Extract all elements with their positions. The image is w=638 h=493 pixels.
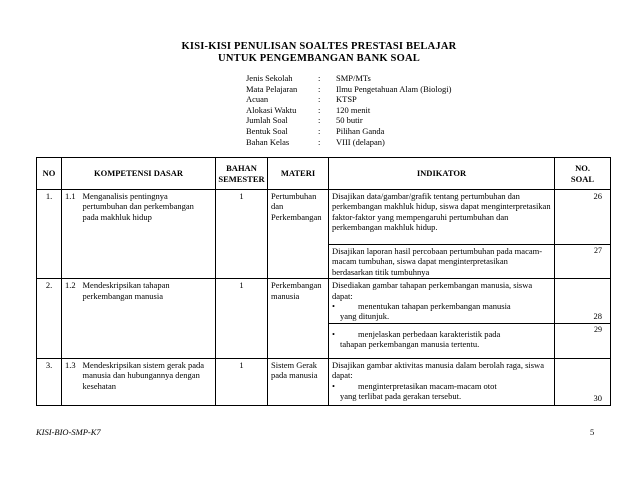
meta-sep: : (318, 83, 321, 94)
meta-sep: : (318, 115, 321, 126)
kd-number: 1.3 (62, 358, 80, 405)
table-row (37, 279, 611, 324)
meta-key: Bentuk Soal (246, 125, 288, 136)
document-title-line1: KISI-KISI PENULISAN SOALTES PRESTASI BELAJAR (181, 41, 457, 52)
header-bahan-line2: SEMESTER (218, 173, 265, 184)
meta-row (246, 115, 451, 126)
meta-value: Ilmu Pengetahuan Alam (Biologi) (336, 83, 452, 94)
materi: Perkembangan manusia (268, 279, 329, 359)
meta-row (246, 73, 451, 84)
bahan-semester: 1 (216, 190, 268, 279)
kd-text: Mendeskripsikan sistem gerak pada manusia dan hubungannya dengan kesehatan (80, 358, 216, 405)
soal-number: 30 (555, 358, 611, 405)
page-number: 5 (590, 427, 595, 437)
bullet-icon: • (332, 380, 335, 391)
bullet-text: menjelaskan perbedaan karakteristik pada (358, 328, 501, 339)
meta-sep: : (318, 94, 321, 105)
indikator-bullet (332, 301, 551, 311)
meta-value: Pilihan Ganda (336, 125, 385, 136)
indikator-bullet (332, 329, 551, 339)
indikator-text: Disediakan gambar tahapan perkembangan manusia, siswa dapat: (332, 280, 533, 301)
meta-row (246, 105, 451, 116)
meta-key: Jenis Sekolah (246, 73, 293, 83)
meta-key: Jumlah Soal (246, 115, 288, 126)
header-bahan (216, 158, 268, 190)
meta-value: SMP/MTs (336, 73, 371, 83)
kd-text: Menganalisis pentingnya pertumbuhan dan perkembangan pada makhluk hidup (80, 190, 216, 279)
materi: Sistem Gerak pada manusia (268, 358, 329, 405)
indikator (329, 358, 555, 405)
meta-sep: : (318, 125, 321, 136)
row-no: 2. (37, 279, 62, 359)
table-row (37, 358, 611, 405)
meta-row (246, 94, 451, 105)
header-soal (555, 158, 611, 190)
indikator-text: Disajikan gambar aktivitas manusia dalam berolah raga, siswa dapat: (332, 359, 544, 381)
kd-text: Mendeskripsikan tahapan perkembangan manusia (80, 279, 216, 359)
meta-value: KTSP (336, 94, 357, 105)
meta-key: Bahan Kelas (246, 136, 290, 147)
bullet-text: menginterpretasikan macam-macam otot (358, 380, 497, 391)
kd-number: 1.2 (62, 279, 80, 359)
meta-key: Mata Pelajaran (246, 83, 298, 94)
table-row (37, 190, 611, 245)
soal-number: 29 (555, 323, 611, 358)
indikator: Disajikan laporan hasil percobaan pertumbuhan pada macam-macam tumbuhan, siswa dapat menginterpretasikan berdasarkan titik tumbuhnya (329, 245, 555, 279)
header-indikator: INDIKATOR (329, 158, 555, 190)
bullet-continuation: yang terlibat pada gerakan tersebut. (340, 391, 462, 402)
header-bahan-line1: BAHAN (226, 163, 257, 174)
table-header-row (37, 158, 611, 190)
indikator: Disajikan data/gambar/grafik tentang pertumbuhan dan perkembangan makhluk hidup, siswa dapat menginterpretasikan faktor-faktor yang mempengaruhi pertumbuhan dan perkembangan makhluk hidup. (329, 190, 555, 245)
bullet-text: menentukan tahapan perkembangan manusia (358, 301, 511, 312)
header-soal-line1: NO. (575, 163, 590, 174)
soal-number: 26 (555, 190, 611, 245)
row-no: 1. (37, 190, 62, 279)
header-materi: MATERI (268, 158, 329, 190)
meta-value: 50 butir (336, 115, 363, 126)
bullet-continuation: yang ditunjuk. (340, 311, 390, 322)
bullet-continuation: tahapan perkembangan manusia tertentu. (340, 339, 480, 350)
meta-row (246, 126, 451, 137)
bahan-semester: 1 (216, 279, 268, 359)
meta-key: Acuan (246, 94, 269, 105)
header-soal-line2: SOAL (570, 173, 595, 184)
row-no: 3. (37, 358, 62, 405)
header-no: NO (37, 158, 62, 190)
footer-code: KISI-BIO-SMP-K7 (36, 427, 101, 437)
meta-value: VIII (delapan) (336, 136, 385, 147)
indikator (329, 279, 555, 324)
soal-number: 28 (555, 279, 611, 324)
materi: Pertumbuhan dan Perkembangan (268, 190, 329, 279)
document-title-line2: UNTUK PENGEMBANGAN BANK SOAL (218, 53, 420, 64)
meta-key: Alokasi Waktu (246, 104, 297, 115)
meta-row (246, 84, 451, 95)
indikator-bullet (332, 381, 551, 391)
soal-number: 27 (555, 245, 611, 279)
meta-sep: : (318, 73, 321, 83)
meta-info (246, 73, 451, 147)
meta-value: 120 menit (336, 104, 371, 115)
kisi-kisi-table (36, 157, 611, 406)
kd-number: 1.1 (62, 190, 80, 279)
header-kompetensi: KOMPETENSI DASAR (62, 158, 216, 190)
bahan-semester: 1 (216, 358, 268, 405)
indikator (329, 323, 555, 358)
meta-sep: : (318, 104, 321, 115)
bullet-icon: • (332, 301, 335, 312)
bullet-icon: • (332, 328, 335, 339)
meta-row (246, 137, 451, 148)
meta-sep: : (318, 136, 321, 147)
